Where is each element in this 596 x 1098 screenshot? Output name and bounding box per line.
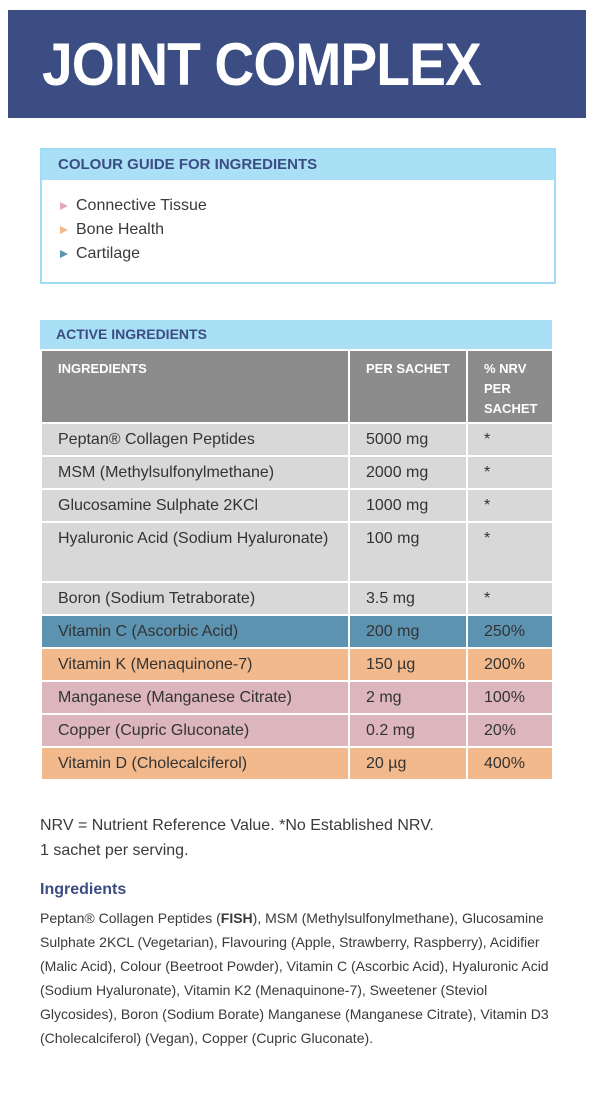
allergen-text: FISH (220, 910, 253, 926)
column-header-per-sachet: PER SACHET (349, 350, 467, 423)
per-sachet-amount: 0.2 mg (349, 714, 467, 747)
per-sachet-amount: 1000 mg (349, 489, 467, 522)
ingredients-text-start: Peptan® Collagen Peptides ( (40, 910, 221, 926)
ingredients-heading: Ingredients (40, 881, 127, 898)
nrv-note (40, 813, 434, 863)
table-header-row (41, 350, 553, 423)
table-row (41, 615, 553, 648)
nrv-percent: * (467, 456, 553, 489)
per-sachet-amount: 2000 mg (349, 456, 467, 489)
colour-guide-item (60, 242, 554, 266)
table-row (41, 714, 553, 747)
nrv-percent: 200% (467, 648, 553, 681)
table-row (41, 648, 553, 681)
ingredient-name: Copper (Cupric Gluconate) (41, 714, 349, 747)
colour-guide-box (40, 148, 556, 284)
column-header-ingredients: INGREDIENTS (41, 350, 349, 423)
ingredient-name: Hyaluronic Acid (Sodium Hyaluronate) (41, 522, 349, 582)
triangle-bullet-icon (60, 202, 68, 210)
nrv-percent: * (467, 489, 553, 522)
nrv-note-line: NRV = Nutrient Reference Value. *No Established NRV. (40, 817, 434, 834)
ingredient-name: MSM (Methylsulfonylmethane) (41, 456, 349, 489)
table-row (41, 522, 553, 582)
ingredients-text-rest: ), MSM (Methylsulfonylmethane), Glucosamine Sulphate 2KCL (Vegetarian), Flavouring (Apple, Strawberry, Raspberry), Acidifier (Malic Acid), Colour (Beetroot Powder), Vitamin C (Ascorbic Acid), Hyaluronic Acid (Sodium Hyaluronate), Vitamin K2 (Menaquinone-7), Sweetener (Steviol Glycosides), Boron (Sodium Borate) Manganese (Manganese Citrate), Vitamin D3 (Cholecalciferol) (Vegan), Copper (Cupric Gluconate). (40, 910, 549, 1046)
triangle-bullet-icon (60, 226, 68, 234)
ingredient-name: Glucosamine Sulphate 2KCl (41, 489, 349, 522)
colour-guide-item (60, 218, 554, 242)
ingredient-name: Vitamin C (Ascorbic Acid) (41, 615, 349, 648)
ingredient-name: Manganese (Manganese Citrate) (41, 681, 349, 714)
ingredient-name: Peptan® Collagen Peptides (41, 423, 349, 456)
serving-note-line: 1 sachet per serving. (40, 842, 189, 859)
table-row (41, 681, 553, 714)
active-ingredients-header: ACTIVE INGREDIENTS (40, 320, 552, 349)
ingredients-table (40, 349, 554, 781)
ingredient-name: Vitamin D (Cholecalciferol) (41, 747, 349, 780)
ingredient-name: Boron (Sodium Tetraborate) (41, 582, 349, 615)
colour-guide-header: COLOUR GUIDE FOR INGREDIENTS (42, 150, 554, 180)
per-sachet-amount: 20 µg (349, 747, 467, 780)
colour-guide-item (60, 194, 554, 218)
per-sachet-amount: 100 mg (349, 522, 467, 582)
colour-guide-label: Connective Tissue (76, 197, 207, 214)
table-row (41, 456, 553, 489)
per-sachet-amount: 5000 mg (349, 423, 467, 456)
colour-guide-list (42, 194, 554, 266)
table-row (41, 582, 553, 615)
nrv-percent: 20% (467, 714, 553, 747)
nrv-percent: * (467, 522, 553, 582)
nrv-percent: * (467, 582, 553, 615)
nrv-percent: 250% (467, 615, 553, 648)
product-title: JOINT COMPLEX (42, 30, 481, 98)
table-row (41, 747, 553, 780)
ingredients-paragraph (40, 906, 560, 1050)
per-sachet-amount: 2 mg (349, 681, 467, 714)
table-row (41, 489, 553, 522)
nrv-percent: 400% (467, 747, 553, 780)
nrv-percent: 100% (467, 681, 553, 714)
title-banner (8, 10, 586, 118)
per-sachet-amount: 150 µg (349, 648, 467, 681)
nrv-percent: * (467, 423, 553, 456)
ingredient-name: Vitamin K (Menaquinone-7) (41, 648, 349, 681)
per-sachet-amount: 3.5 mg (349, 582, 467, 615)
per-sachet-amount: 200 mg (349, 615, 467, 648)
colour-guide-label: Cartilage (76, 245, 141, 262)
column-header-nrv: % NRV PER SACHET (467, 350, 553, 423)
colour-guide-label: Bone Health (76, 221, 165, 238)
table-row (41, 423, 553, 456)
triangle-bullet-icon (60, 250, 68, 258)
